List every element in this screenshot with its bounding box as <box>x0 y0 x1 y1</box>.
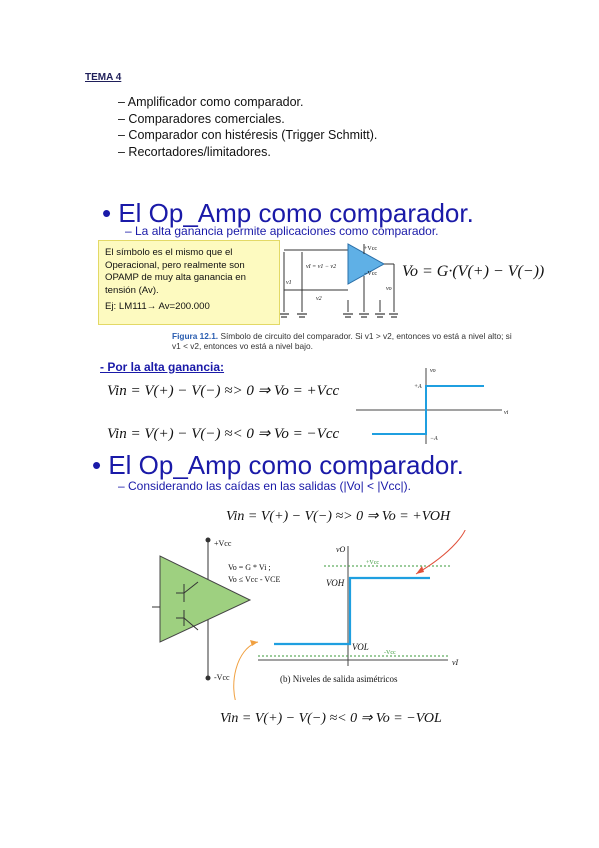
transfer-graph-ideal <box>352 364 512 448</box>
x-axis-label: vi <box>504 410 509 416</box>
slide-title: • El Op_Amp como comparador. <box>92 450 464 480</box>
slide-subtitle: – Considerando las caídas en las salidas (|Vo| < |Vcc|). <box>118 479 411 493</box>
equation-high: Vin = V(+) − V(−) ≈> 0 ⇒ Vo = +VOH <box>226 509 451 524</box>
vcc-plus-label: +Vcc <box>364 246 378 252</box>
positive-level-label: +A <box>414 384 422 390</box>
note-line: OPAMP de muy alta ganancia en <box>105 272 246 284</box>
vo-limit-label: Vo ≤ Vcc - VCE <box>228 575 281 584</box>
negative-level-label: −A <box>430 436 438 442</box>
note-line: tensión (Av). <box>105 284 159 296</box>
comparator-output-diagram <box>150 530 490 700</box>
gain-formula: Vo = G·(V(+) − V(−)) <box>402 263 545 280</box>
vo-label: vo <box>386 286 392 292</box>
y-axis-label: vO <box>336 545 346 554</box>
section-heading: - Por la alta ganancia: <box>100 360 225 374</box>
equation-low: Vin = V(+) − V(−) ≈< 0 ⇒ Vo = −VOL <box>220 711 442 726</box>
topic-item: – Comparadores comerciales. <box>118 111 285 126</box>
vcc-minus-level-label: -Vcc <box>384 650 396 656</box>
equation-high: Vin = V(+) − V(−) ≈> 0 ⇒ Vo = +Vcc <box>107 383 340 399</box>
voh-label: VOH <box>326 578 345 588</box>
figure-caption <box>172 331 512 351</box>
slide-title: • El Op_Amp como comparador. <box>102 198 474 228</box>
vcc-plus-level-label: +Vcc <box>366 560 380 566</box>
v2-label: v2 <box>316 296 322 302</box>
topic-item: – Comparador con histéresis (Trigger Schmitt). <box>118 128 378 142</box>
vol-label: VOL <box>352 642 369 652</box>
v1-label: v1 <box>286 280 292 286</box>
figure-caption: (b) Niveles de salida asimétricos <box>280 674 398 684</box>
note-line: El símbolo es el mismo que el <box>105 247 233 258</box>
caption-text: Símbolo de circuito del comparador. Si v1 > v2, entonces vo está a nivel alto; si v1 < v2, entonces vo está a nivel bajo. <box>172 331 512 351</box>
note-line: Ej: LM111→ Av=200.000 <box>105 301 210 313</box>
vcc-minus-label: -Vcc <box>214 673 230 682</box>
comparator-circuit <box>280 240 398 332</box>
topic-item: – Amplificador como comparador. <box>118 95 304 109</box>
note-box <box>98 240 280 325</box>
equation-low: Vin = V(+) − V(−) ≈< 0 ⇒ Vo = −Vcc <box>107 426 340 442</box>
section-label: TEMA 4 <box>85 72 122 83</box>
vi-equation-label: vI = v1 − v2 <box>306 264 337 270</box>
vcc-plus-label: +Vcc <box>214 539 232 548</box>
y-axis-label: vo <box>430 368 436 374</box>
x-axis-label: vI <box>452 658 459 667</box>
topic-item: – Recortadores/limitadores. <box>118 144 271 159</box>
topic-list <box>118 94 377 160</box>
vo-equation-label: Vo = G * Vi ; <box>228 563 271 572</box>
vcc-minus-label: −Vcc <box>364 271 378 277</box>
slide-subtitle: – La alta ganancia permite aplicaciones como comparador. <box>125 224 439 238</box>
note-line: Operacional, pero realmente son <box>105 259 245 271</box>
caption-label: Figura 12.1. <box>172 331 219 341</box>
